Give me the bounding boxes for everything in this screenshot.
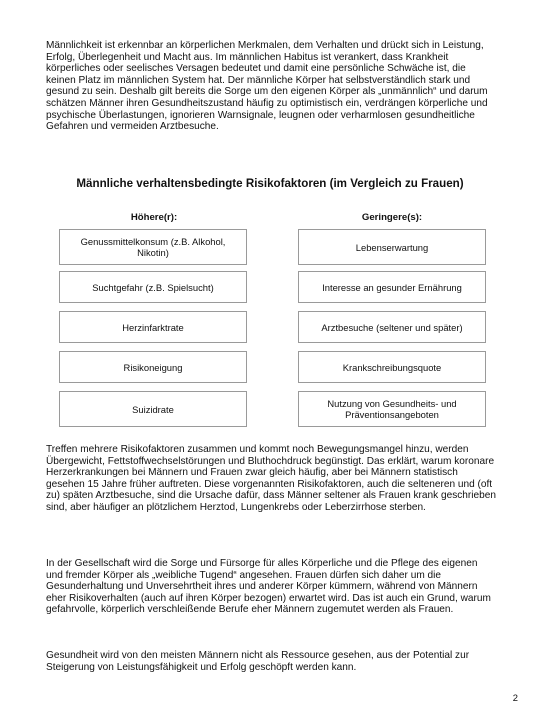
risk-paragraph: Treffen mehrere Risikofaktoren zusammen und kommt noch Bewegungsmangel hinzu, werden Übergewicht, Fettstoffwechselstörungen und Bluthochdruck begünstigt. Das erklärt, warum koronare Herzerkrankungen bei Männern und Frauen zwar gleich häufig, aber bei Männern statistisch gesehen 15 Jahre früher auftreten. Diese vorgenannten Risikofaktoren, auch die selteneren und (oft zu) späten Arztbesuche, sind die Ursache dafür, dass Männer seltener als Frauen krank geschrieben sind, aber häufiger an plötzlichem Herztod, Lungenkrebs oder Leberzirrhose sterben. — [46, 444, 496, 513]
intro-paragraph: Männlichkeit ist erkennbar an körperlichen Merkmalen, dem Verhalten und drückt sich in Leistung, Erfolg, Überlegenheit und Macht aus. Im männlichen Habitus ist verankert, dass Krankheit körperliches oder seelisches Versagen bedeutet und damit eine persönliche Schwäche ist, die keinen Platz im männlichen System hat. Der männliche Körper hat selbstverständlich stark und gesund zu sein. Deshalb gilt bereits die Sorge um den eigenen Körper als „unmännlich“ und darum schätzen Männer ihren Gesundheitszustand häufig zu optimistisch ein, verdrängen körperliche und psychische Überlastungen, ignorieren Warnsignale, leugnen oder verharmlosen gesundheitliche Gefahren und vermeiden Arztbesuche. — [46, 40, 488, 133]
lower-column-heading: Geringere(s): — [361, 212, 423, 223]
higher-item: Genussmittelkonsum (z.B. Alkohol, Nikotin) — [59, 229, 247, 265]
resource-paragraph: Gesundheit wird von den meisten Männern nicht als Ressource gesehen, aus der Potential zur Steigerung von Leistungsfähigkeit und Erfolg geschöpft werden kann. — [46, 650, 470, 673]
comparison-title: Männliche verhaltensbedingte Risikofaktoren (im Vergleich zu Frauen) — [76, 177, 464, 190]
lower-item: Krankschreibungsquote — [298, 351, 486, 383]
society-paragraph: In der Gesellschaft wird die Sorge und Fürsorge für alles Körperliche und die Pflege des eigenen und fremder Körper als „weibliche Tugend“ angesehen. Frauen dürfen sich daher um die Gesunderhaltung und Unversehrtheit ihres und anderer Körper kümmern, während von Männern eher Risikoverhalten (auch auf ihren Körper bezogen) erwartet wird. Das ist auch ein Grund, warum gefahrvolle, körperlich verschleißende Berufe eher Männern zugemutet werden als Frauen. — [46, 558, 491, 616]
lower-item: Interesse an gesunder Ernährung — [298, 271, 486, 303]
lower-item: Arztbesuche (seltener und später) — [298, 311, 486, 343]
lower-item: Nutzung von Gesundheits- und Präventionsangeboten — [298, 391, 486, 427]
higher-item: Risikoneigung — [59, 351, 247, 383]
lower-item: Lebenserwartung — [298, 229, 486, 265]
higher-column-heading: Höhere(r): — [130, 212, 178, 223]
page-number: 2 — [512, 692, 518, 703]
higher-item: Suizidrate — [59, 391, 247, 427]
higher-item: Herzinfarktrate — [59, 311, 247, 343]
higher-item: Suchtgefahr (z.B. Spielsucht) — [59, 271, 247, 303]
